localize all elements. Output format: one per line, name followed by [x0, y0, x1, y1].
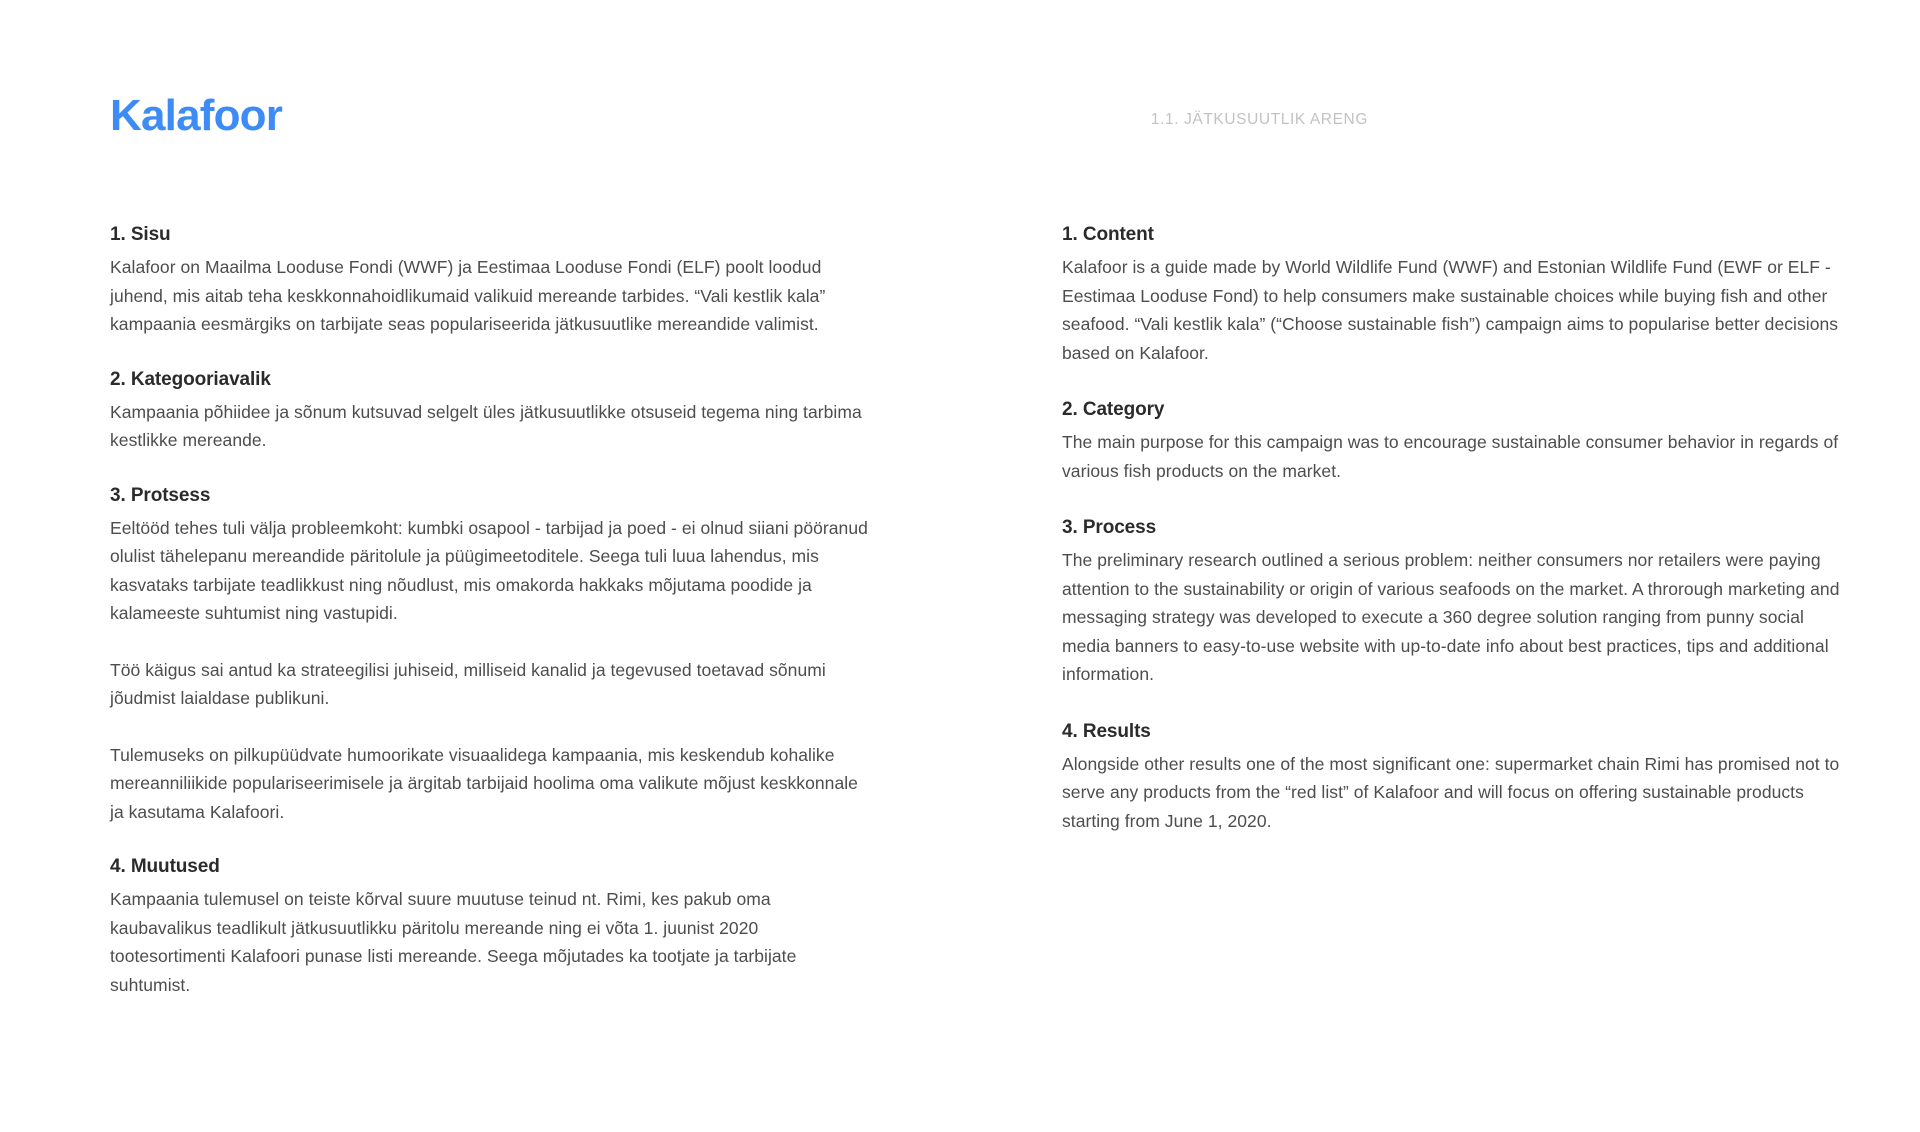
block-paragraph: The main purpose for this campaign was to encourage sustainable consumer behavior in regards of various fish products on the market. — [1062, 432, 1839, 481]
page-title: Kalafoor — [110, 91, 283, 140]
column-estonian — [110, 222, 870, 1027]
block-paragraph: The preliminary research outlined a serious problem: neither consumers nor retailers were paying attention to the sustainability or origin of various seafoods on the market. A throrough marketing and messaging strategy was developed to execute a 360 degree solution ranging from punny social media banners to easy-to-use website with up-to-date info about best practices, tips and additional information. — [1062, 550, 1840, 684]
content-block — [110, 854, 870, 999]
content-block — [1062, 397, 1844, 485]
column-english — [1062, 222, 1844, 865]
block-heading: 3. Protsess — [110, 484, 211, 506]
content-block — [110, 483, 870, 827]
block-paragraph: Tulemuseks on pilkupüüdvate humoorikate visuaalidega kampaania, mis keskendub kohalike mereanniliikide populariseerimisele ja ärgitab tarbijaid hoolima oma valikute mõjust keskkonnale ja kasutama Kalafoori. — [110, 744, 858, 822]
block-heading: 2. Category — [1062, 399, 1165, 420]
content-block — [1062, 719, 1844, 836]
block-paragraph: Eeltööd tehes tuli välja probleemkoht: kumbki osapool - tarbijad ja poed - ei olnud siiani pööranud olulist tähelepanu mereandide päritolule ja püügimeetoditele. Seega tuli luua lahendus, mis kasvataks tarbijate teadlikkust ning nõudlust, mis omakorda hakkaks mõjutama poodide ja kalameeste suhtumist ning vastupidi. — [110, 517, 868, 623]
block-paragraph: Alongside other results one of the most significant one: supermarket chain Rimi has promised not to serve any products from the “red list” of Kalafoor and will focus on offering sustainable products starting from June 1, 2020. — [1062, 753, 1840, 831]
block-heading: 4. Results — [1062, 720, 1151, 742]
block-heading: 1. Content — [1062, 224, 1154, 245]
block-paragraph: Kampaania tulemusel on teiste kõrval suure muutuse teinud nt. Rimi, kes pakub oma kaubavalikus teadlikult jätkusuutlikku päritolu mereande ning ei võta 1. juunist 2020 tootesortimenti Kalafoori punase listi mereande. Seega mõjutades ka tootjate ja tarbijate suhtumist. — [110, 889, 797, 995]
block-paragraph: Töö käigus sai antud ka strateegilisi juhiseid, milliseid kanalid ja tegevused toetavad sõnumi jõudmist laialdase publikuni. — [110, 659, 826, 708]
block-paragraph: Kalafoor on Maailma Looduse Fondi (WWF) ja Eestimaa Looduse Fondi (ELF) poolt loodud juhend, mis aitab teha keskkonnahoidlikumaid valikuid mereande tarbides. “Vali kestlik kala” kampaania eesmärgiks on tarbijate seas populariseerida jätkusuutlike mereandide valimist. — [110, 257, 826, 334]
content-block — [110, 367, 870, 455]
content-block — [1062, 222, 1844, 367]
block-heading: 2. Kategooriavalik — [110, 368, 271, 390]
block-heading: 3. Process — [1062, 517, 1157, 538]
content-block — [110, 222, 870, 339]
block-paragraph: Kalafoor is a guide made by World Wildlife Fund (WWF) and Estonian Wildlife Fund (EWF or ELF - Eestimaa Looduse Fond) to help consumers make sustainable choices while buying fish and other seafood. “Vali kestlik kala” (“Choose sustainable fish”) campaign aims to popularise better decisions based on Kalafoor. — [1062, 257, 1839, 363]
page-header — [0, 0, 1920, 170]
block-heading: 4. Muutused — [110, 856, 220, 877]
content-block — [1062, 515, 1844, 689]
block-heading: 1. Sisu — [110, 224, 171, 245]
block-paragraph: Kampaania põhiidee ja sõnum kutsuvad selgelt üles jätkusuutlikke otsuseid tegema ning tarbima kestlikke mereande. — [110, 401, 862, 450]
section-label: 1.1. JÄTKUSUUTLIK ARENG — [1150, 111, 1368, 128]
